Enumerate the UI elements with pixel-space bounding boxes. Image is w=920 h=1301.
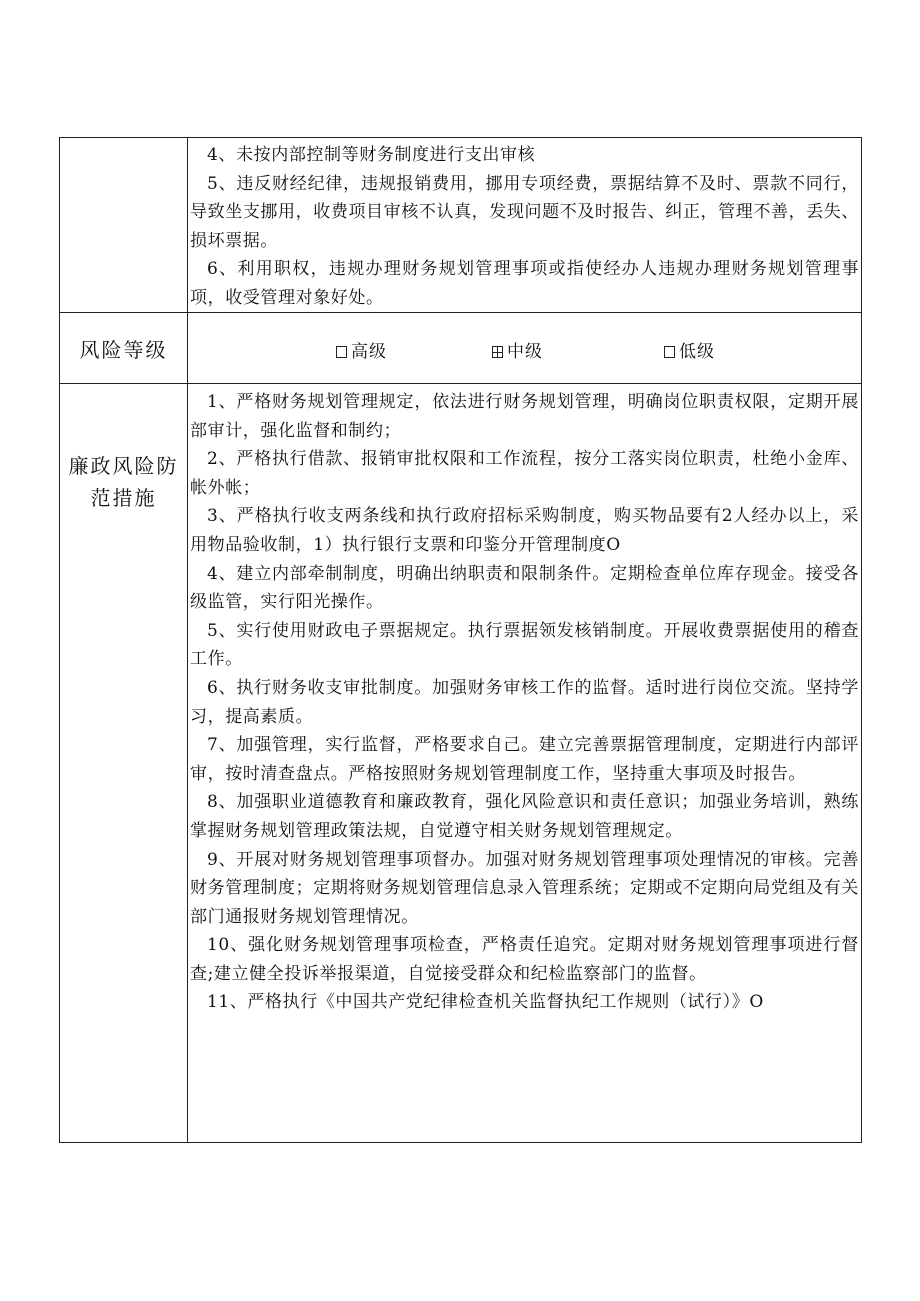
risk-level-label: 风险等级 xyxy=(60,313,188,384)
level-option-label: 高级 xyxy=(351,342,387,362)
continuation-item: 6、利用职权，违规办理财务规划管理事项或指使经办人违规办理财务规划管理事项，收受管理对象好处。 xyxy=(190,259,859,308)
continuation-text xyxy=(188,138,861,312)
checkbox-icon[interactable] xyxy=(664,346,675,358)
risk-table xyxy=(59,137,862,1143)
risk-level-cell xyxy=(188,313,862,384)
level-option-medium[interactable] xyxy=(492,337,543,362)
continuation-row xyxy=(60,138,862,313)
measure-item: 11、严格执行《中国共产党纪律检查机关监督执纪工作规则（试行）》O xyxy=(207,992,764,1013)
measures-label-cell xyxy=(60,384,188,1143)
level-option-label: 中级 xyxy=(507,342,543,362)
continuation-item: 4、未按内部控制等财务制度进行支出审核 xyxy=(207,145,536,165)
measures-label: 廉政风险防范措施 xyxy=(68,454,179,510)
risk-level-options xyxy=(188,313,861,383)
measure-item: 10、强化财务规划管理事项检查，严格责任追究。定期对财务规划管理事项进行督查;建立健全投诉举报渠道，自觉接受群众和纪检监察部门的监督。 xyxy=(190,935,859,984)
measure-item: 8、加强职业道德教育和廉政教育，强化风险意识和责任意识；加强业务培训，熟练掌握财务规划管理政策法规，自觉遵守相关财务规划管理规定。 xyxy=(190,792,859,841)
measure-item: 6、执行财务收支审批制度。加强财务审核工作的监督。适时进行岗位交流。坚持学习，提高素质。 xyxy=(190,677,859,727)
continuation-cell xyxy=(188,138,862,313)
measure-item: 9、开展对财务规划管理事项督办。加强对财务规划管理事项处理情况的审核。完善财务管理制度；定期将财务规划管理信息录入管理系统；定期或不定期向局党组及有关部门通报财务规划管理情况。 xyxy=(190,849,859,927)
measures-cell xyxy=(188,384,862,1143)
measure-item: 7、加强管理，实行监督，严格要求自己。建立完善票据管理制度，定期进行内部评审，按时清查盘点。严格按照财务规划管理制度工作，坚持重大事项及时报告。 xyxy=(190,735,859,784)
measure-item: 3、严格执行收支两条线和执行政府招标采购制度，购买物品要有2人经办以上，采用物品验收制，1）执行银行支票和印鉴分开管理制度O xyxy=(190,506,859,555)
measure-item: 2、严格执行借款、报销审批权限和工作流程，按分工落实岗位职责，杜绝小金库、帐外帐； xyxy=(190,449,859,498)
continuation-label-cell xyxy=(60,138,188,313)
measure-item: 4、建立内部牵制制度，明确出纳职责和限制条件。定期检查单位库存现金。接受各级监管，实行阳光操作。 xyxy=(190,563,859,613)
risk-level-row xyxy=(60,313,862,384)
measures-text xyxy=(188,384,861,1017)
checkbox-checked-icon[interactable] xyxy=(492,346,503,358)
measure-item: 1、严格财务规划管理规定，依法进行财务规划管理，明确岗位职责权限，定期开展部审计，强化监督和制约； xyxy=(190,392,859,441)
continuation-item: 5、违反财经纪律，违规报销费用，挪用专项经费，票据结算不及时、票款不同行，导致坐支挪用，收费项目审核不认真，发现问题不及时报告、纠正，管理不善，丢失、损坏票据。 xyxy=(190,173,859,251)
checkbox-icon[interactable] xyxy=(336,346,347,358)
level-option-low[interactable] xyxy=(664,337,715,362)
level-option-high[interactable] xyxy=(336,337,387,362)
measure-item: 5、实行使用财政电子票据规定。执行票据领发核销制度。开展收费票据使用的稽查工作。 xyxy=(190,620,859,670)
measures-row xyxy=(60,384,862,1143)
level-option-label: 低级 xyxy=(679,342,715,362)
